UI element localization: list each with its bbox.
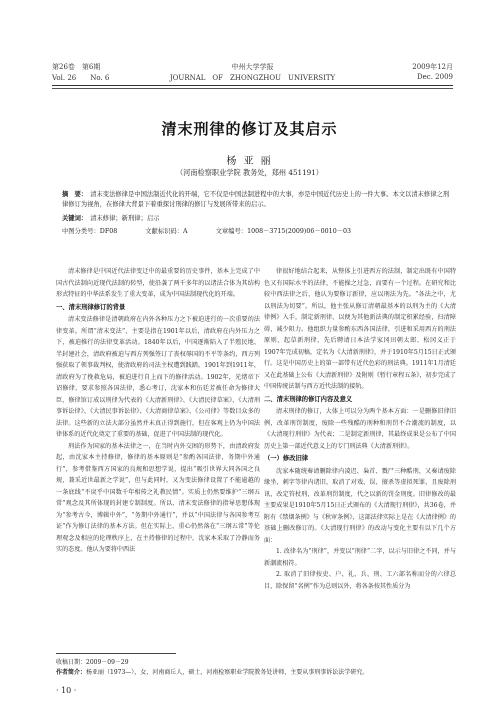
- section-heading: 二、清末刑律的修订内容及意义: [264, 395, 353, 403]
- keywords-text: 清末修律；新刑律；启示: [90, 215, 160, 222]
- body-column-right: [264, 266, 456, 592]
- volume-issue: 第26卷 第6期: [52, 63, 101, 71]
- header-rule-thick: [52, 85, 453, 86]
- classification-line: [62, 227, 451, 237]
- page-number: · 10 ·: [56, 686, 77, 695]
- keywords-label: 关键词：: [62, 215, 88, 222]
- author-bio-text: 杨亚丽（1973—），女，河南商丘人，硕士，河南检察职业学院教务处讲师，主要从事刑事诉讼法学研究。: [86, 669, 369, 676]
- footnote-rule: [56, 653, 176, 654]
- body-paragraph: 清末修律是中国近代法律变迁中的最重要的历史事件，基本上完成了中国古代法制向近现代法制的转型，使沿袭了两千多年的以诸法合体为其结构形式特征的中华法系发生了重大变革，成为中国法制现代化的开端。: [56, 268, 260, 298]
- date-en: Dec. 2009: [417, 73, 453, 81]
- body-paragraph: 沈家本随统奏请删除律内凌迟、枭首、戮尸三种酷刑，又奏请废除缘坐、刺字等律内诸旧，取消了对戏、误、擅杀等虚拟死罪，且废除刑讯，改定笞杖刑，改革刑罚制度，代之以新的罚金刑度。旧律修改的最主要成果是1910年5月15日正式颁布的《大清现行刑律》，共36卷，并附有《禁烟条例》与《秋审条例》，这部法律实际上是在《大清律例》的基础上删改修订的。《大清现行刑律》的改动与变化主要有以下几个方面：: [264, 467, 456, 544]
- author-bio: [56, 667, 453, 676]
- abstract-text: 清末变法修律是中国法制近代化的开端，它不仅是中国法制进程中的大事，亦是中国近代历史上的一件大事。本文以清末修律之刑律修订为视角，在修律大背景下着重探讨刑律的修订与发展所带来的启示。: [62, 191, 450, 208]
- body-paragraph: 刑法作为国家的基本法律之一，在当时内外交困的形势下，由清政府发起，由沈家本主持修律，修律的基本原则是“参酌各国法律，务期中外通行”，参考借鉴西方国家的良规和思想学说，提出“吸引世界大同各国之良规，兼采近世最新之学说”，但与此同时，又为变法修律设置了不能逾越的一条底线“不戾乎中国数千年相传之礼教民情”。实质上仍然要维护“三纲五常”观念及其所体现的封建专制制度。所以，清末变法修律的指导思想体现为“参考古今，博辑中外”，“务期中外通行”，并以“中国法律与各国参考互证”作为修订法律的基本方法。但在实际上，重心仍然落在“三纲五常”等伦理观念及相应的伦理秩序上，在主持修律的过程中，沈家本采取了冷静而务实的态度。他认为要将中西法: [56, 442, 260, 553]
- article-title: 清末刑律的修订及其启示: [161, 120, 338, 138]
- date-cn: 2009年12月: [412, 63, 453, 71]
- journal-name-en: JOURNAL OF ZHONGZHOU UNIVERSITY: [169, 74, 336, 82]
- section-heading: （一）修改旧律: [264, 455, 309, 462]
- document-code: 文献标识码：A: [145, 228, 188, 235]
- header-rule-thin: [52, 88, 453, 89]
- author-name: 杨 亚 丽: [226, 156, 273, 167]
- body-paragraph: 1. 改律名为“刑律”，并变以“刑律”二字，以示与旧律之不同，并与新潮流相符。: [264, 548, 456, 567]
- body-column-left: [56, 266, 260, 556]
- body-paragraph: 律很好地结合起来，从整体上引进西方的法制，制定出既有中国特色又有国际水平的法律，不能操之过急，而要有一个过程。在研究和比较中西法律之后，他认为要修订新律，应以刑法为先。“各法之中，尤以刑法为切要”。所以，他主张从修订清朝最基本的以刑为主的《大清律例》入手，制定新刑律，以便为其他新法典的制定积累经验，扫清障碍，减少阻力。他组织力量参酌东西各国法律，引进和采用西方的刑法原则，起草新刑律，先后聘请日本法学家冈田朝太郎、松冈义正于1907年完成初稿，定名为《大清新刑律》，并于1910年5月15日正式颁行。这是中国历史上的第一部带有近代色彩的刑法典。1911年1月清廷又在此基础上公布《大清新刑律》及附则《暂行章程五条》，初步完成了中国传统法制与西方近代法制的接轨。: [264, 268, 456, 390]
- volume-issue-en: Vol. 26 No. 6: [52, 74, 110, 82]
- section-heading: 一、清末刑律修订的背景: [56, 303, 126, 311]
- clc-number: 中图分类号：DF08: [62, 228, 118, 235]
- abstract: [62, 190, 451, 210]
- author-affiliation: （河南检察职业学院 教务处，郑州 451191）: [175, 168, 323, 177]
- keywords: [62, 214, 451, 224]
- journal-name-cn: 中州大学学报: [231, 63, 274, 71]
- author-bio-label: 作者简介：: [56, 669, 87, 676]
- article-number: 文章编号：1008－3715(2009)06－0010－03: [215, 228, 352, 235]
- received-date: 收稿日期：2009－09－29: [56, 659, 129, 666]
- body-paragraph: 2. 取消了旧律按吏、户、礼、兵、刑、工六部名称而分的六律总目，除保留“名例”作为总则以外，将各条按其性质分为: [264, 571, 456, 590]
- body-paragraph: 清末刑律的修订，大体上可以分为两个基本方面：一是删修旧律旧例，改革刑罚制度，废除一些残酷的刑种和刑罚不合潮流的制度，以《大清现行刑律》为代表；二是制定新刑律，其最终成果是公布了中国历史上第一部近代意义上的专门刑法典《大清新刑律》。: [264, 408, 456, 450]
- body-paragraph: 清末变法修律是清朝政府在内外各种压力之下被迫进行的一次重要的法律变革。所谓“清末变法”，主要是指在1901年以后，清政府在内外压力之下，被迫推行的法律变革活动。1840年以后，中国逐渐陷入了半殖民地、半封建社会，清政府被迫与西方列强签订了丧权辱国的不平等条约，西方列强获取了领事裁判权，使清政府的司法主权遭到践踏。1901年到1911年，清政府为了挽救危局，被迫进行自上而下的修律活动。1902年，光绪帝下诏修律，要求参照各国法律，悉心考订，沈家本和伍廷芳被任命为修律大臣，修律馆订成以刑律为代表的《大清新刑律》、《大清民律草案》、《大清刑事诉讼律》、《大清民事诉讼律》、《大清商律草案》、《公司律》等数目众多的法律。这些新的立法大部分虽然并未真正得到施行，但在客观上仍为中国法律体系的近代化奠定了重要的基础，促进了中国法制的现代化。: [56, 316, 260, 438]
- abstract-label: 摘 要：: [62, 191, 88, 198]
